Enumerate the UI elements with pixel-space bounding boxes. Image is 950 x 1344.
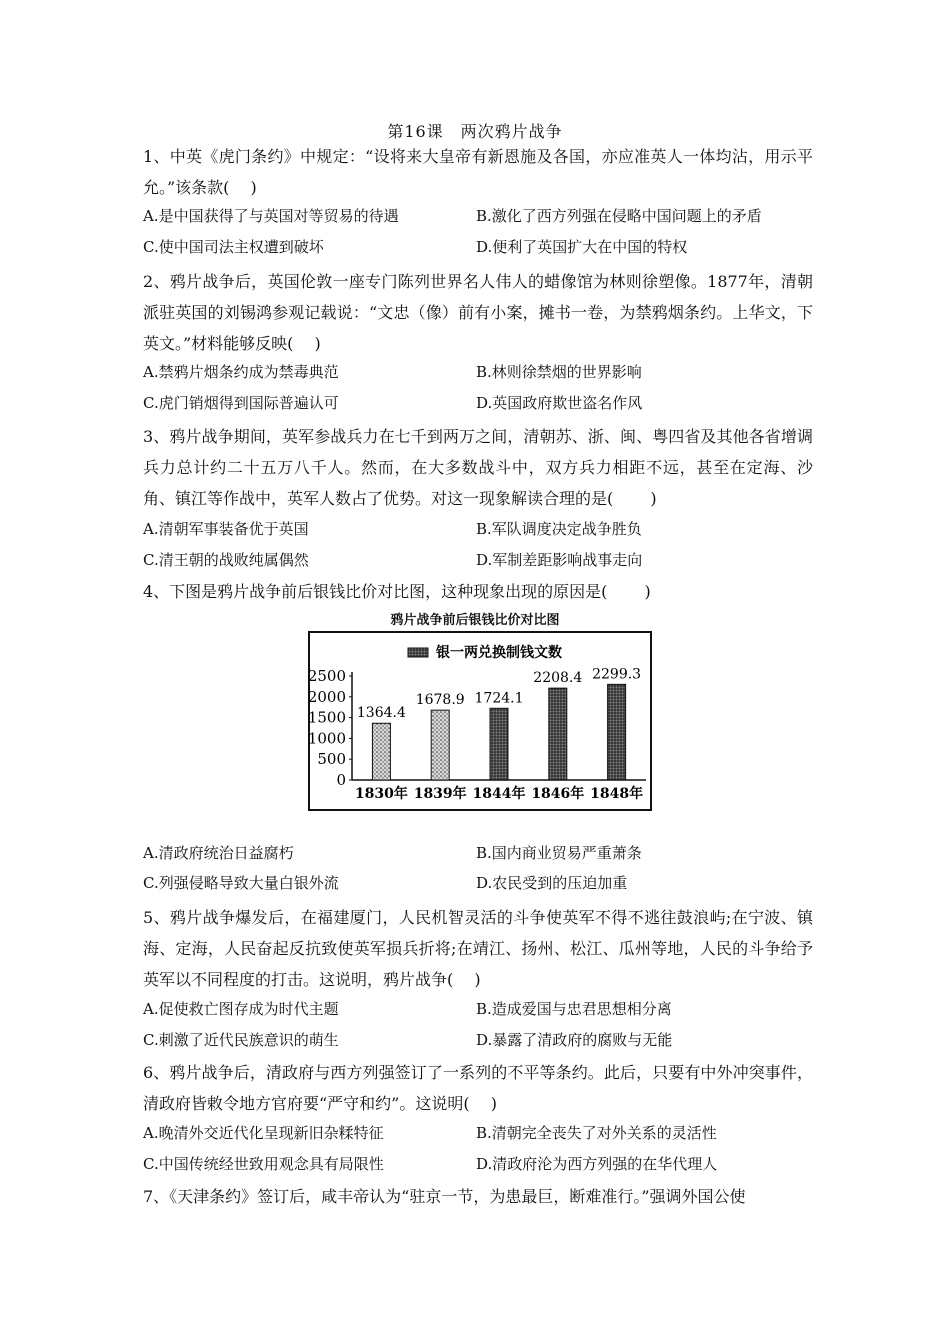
bar-1839年 xyxy=(431,710,449,780)
question-2-stem: 2、鸦片战争后，英国伦敦一座专门陈列世界名人伟人的蜡像馆为林则徐塑像。1877年，清朝派驻英国的刘锡鸿参观记载说：“文忠（像）前有小案，摊书一卷，为禁鸦烟条约。上华文，下英文。”材料能够反映( ) xyxy=(143,272,813,353)
legend-swatch xyxy=(408,648,428,657)
chart-title: 鸦片战争前后银钱比价对比图 xyxy=(390,613,560,628)
question-6-stem: 6、鸦片战争后，清政府与西方列强签订了一系列的不平等条约。此后，只要有中外冲突事件，清政府皆敕令地方官府要“严守和约”。这说明( ) xyxy=(143,1063,813,1113)
question-3-stem: 3、鸦片战争期间，英军参战兵力在七千到两万之间，清朝苏、浙、闽、粤四省及其他各省增调兵力总计约二十五万八千人。然而，在大多数战斗中，双方兵力相距不远，甚至在定海、沙角、镇江等作战中，英军人数占了优势。对这一现象解读合理的是( ) xyxy=(143,427,813,508)
x-tick-label: 1844年 xyxy=(472,786,526,802)
x-tick-label: 1846年 xyxy=(531,786,585,802)
question-4-option-b: B.国内商业贸易严重萧条 xyxy=(476,844,642,862)
page-title: 第16课 两次鸦片战争 xyxy=(387,122,563,141)
question-4-option-c: C.列强侵略导致大量白银外流 xyxy=(143,874,339,892)
question-3-option-c: C.清王朝的战败纯属偶然 xyxy=(143,551,309,569)
x-tick-label: 1839年 xyxy=(413,786,467,802)
bar-value-label: 1678.9 xyxy=(415,692,465,709)
question-3-option-b: B.军队调度决定战争胜负 xyxy=(476,520,642,538)
silver-copper-chart xyxy=(308,631,652,811)
question-4-stem: 4、下图是鸦片战争前后银钱比价对比图，这种现象出现的原因是( ) xyxy=(143,582,651,601)
chart-svg xyxy=(308,631,652,811)
question-4-option-a: A.清政府统治日益腐朽 xyxy=(143,844,294,862)
question-2-option-d: D.英国政府欺世盗名作风 xyxy=(476,394,643,412)
question-1-option-c: C.使中国司法主权遭到破坏 xyxy=(143,238,324,256)
question-7-stem: 7、《天津条约》签订后，咸丰帝认为“驻京一节，为患最巨，断难准行。”强调外国公使 xyxy=(143,1187,746,1206)
bar-1844年 xyxy=(490,708,508,780)
y-tick-label: 1500 xyxy=(308,708,346,727)
question-6-option-d: D.清政府沦为西方列强的在华代理人 xyxy=(476,1155,718,1173)
y-tick-label: 0 xyxy=(336,771,346,789)
question-4-option-d: D.农民受到的压迫加重 xyxy=(476,874,628,892)
question-6-option-b: B.清朝完全丧失了对外关系的灵活性 xyxy=(476,1124,717,1142)
y-tick-label: 2500 xyxy=(308,667,346,685)
x-tick-label: 1848年 xyxy=(590,786,644,802)
y-tick-label: 2000 xyxy=(308,687,346,706)
y-tick-label: 1000 xyxy=(308,729,346,748)
question-2-option-a: A.禁鸦片烟条约成为禁毒典范 xyxy=(143,363,339,381)
question-1-option-b: B.激化了西方列强在侵略中国问题上的矛盾 xyxy=(476,207,762,225)
bar-1846年 xyxy=(549,688,567,780)
question-3-option-d: D.军制差距影响战事走向 xyxy=(476,551,643,569)
question-2-option-b: B.林则徐禁烟的世界影响 xyxy=(476,363,642,381)
bar-1830年 xyxy=(372,723,390,780)
bar-value-label: 2208.4 xyxy=(533,670,583,687)
bar-value-label: 2299.3 xyxy=(592,666,642,683)
legend-label: 银一两兑换制钱文数 xyxy=(436,645,562,661)
bar-value-label: 1724.1 xyxy=(474,690,524,707)
question-6-option-c: C.中国传统经世致用观念具有局限性 xyxy=(143,1155,384,1173)
x-tick-label: 1830年 xyxy=(354,786,408,802)
question-1-stem: 1、中英《虎门条约》中规定：“设将来大皇帝有新恩施及各国，亦应准英人一体均沾，用示平允。”该条款( ) xyxy=(143,147,813,197)
question-5-option-b: B.造成爱国与忠君思想相分离 xyxy=(476,1000,672,1018)
question-5-stem: 5、鸦片战争爆发后，在福建厦门，人民机智灵活的斗争使英军不得不逃往鼓浪屿;在宁波、镇海、定海，人民奋起反抗致使英军损兵折将;在靖江、扬州、松江、瓜州等地，人民的斗争给予英军以不同程度的打击。这说明，鸦片战争( ) xyxy=(143,908,813,989)
question-6-option-a: A.晚清外交近代化呈现新旧杂糅特征 xyxy=(143,1124,384,1142)
question-5-option-a: A.促使救亡图存成为时代主题 xyxy=(143,1000,339,1018)
question-5-option-d: D.暴露了清政府的腐败与无能 xyxy=(476,1031,673,1049)
bar-1848年 xyxy=(608,684,626,780)
bar-value-label: 1364.4 xyxy=(356,705,406,722)
question-1-option-d: D.便利了英国扩大在中国的特权 xyxy=(476,238,688,256)
question-2-option-c: C.虎门销烟得到国际普遍认可 xyxy=(143,394,339,412)
question-5-option-c: C.刺激了近代民族意识的萌生 xyxy=(143,1031,339,1049)
y-tick-label: 500 xyxy=(317,750,346,769)
question-1-option-a: A.是中国获得了与英国对等贸易的待遇 xyxy=(143,207,399,225)
question-3-option-a: A.清朝军事装备优于英国 xyxy=(143,520,309,538)
